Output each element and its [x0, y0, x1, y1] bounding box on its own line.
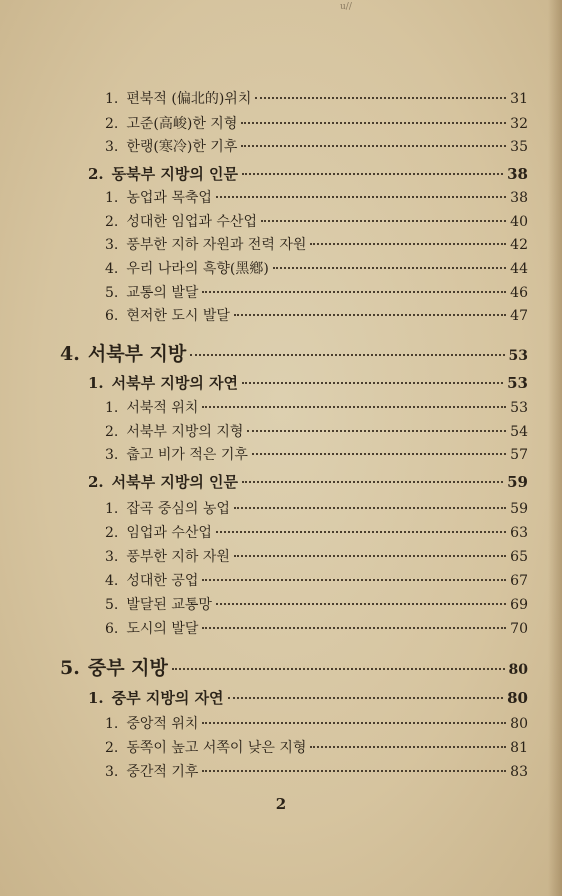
entry-page: 83	[510, 764, 528, 780]
toc-section[interactable]	[88, 372, 528, 393]
dot-leader	[216, 196, 506, 198]
toc-entry[interactable]	[105, 88, 528, 108]
dot-leader	[202, 579, 506, 581]
entry-number: 1.	[105, 190, 119, 206]
entry-page: 35	[510, 139, 528, 155]
entry-title: 우리 나라의 흑향(黑鄕)	[126, 261, 269, 277]
dot-leader	[202, 722, 506, 724]
entry-page: 59	[510, 501, 528, 517]
entry-number: 3.	[105, 139, 119, 155]
toc-entry[interactable]	[105, 187, 528, 207]
dot-leader	[202, 627, 506, 629]
dot-leader	[172, 668, 505, 670]
entry-title: 농업과 목축업	[126, 190, 212, 206]
section-page: 38	[507, 165, 528, 183]
toc-entry[interactable]	[105, 522, 528, 542]
toc-entry[interactable]	[105, 444, 528, 464]
toc-chapter[interactable]	[60, 653, 528, 680]
toc-entry[interactable]	[105, 282, 528, 302]
toc-entry[interactable]	[105, 713, 528, 733]
entry-number: 6.	[105, 308, 119, 324]
toc-entry[interactable]	[105, 594, 528, 614]
entry-page: 67	[510, 573, 528, 589]
entry-title: 중간적 기후	[126, 764, 199, 780]
entry-title: 성대한 공업	[126, 573, 199, 589]
entry-page: 32	[510, 116, 528, 132]
section-title: 서북부 지방의 자연	[111, 374, 239, 392]
section-number: 1.	[88, 689, 104, 707]
dot-leader	[216, 603, 506, 605]
entry-number: 1.	[105, 501, 119, 517]
dot-leader	[242, 173, 503, 175]
section-page: 59	[507, 473, 528, 491]
entry-number: 2.	[105, 424, 119, 440]
toc-entry[interactable]	[105, 618, 528, 638]
chapter-title: 중부 지방	[87, 657, 168, 679]
entry-number: 2.	[105, 740, 119, 756]
dot-leader	[228, 697, 504, 699]
dot-leader	[241, 122, 506, 124]
section-page: 53	[507, 374, 528, 392]
toc-entry[interactable]	[105, 737, 528, 757]
page-spine-shadow	[548, 0, 562, 896]
section-number: 1.	[88, 374, 104, 392]
entry-page: 42	[510, 237, 528, 253]
entry-page: 38	[510, 190, 528, 206]
entry-page: 47	[510, 308, 528, 324]
entry-page: 81	[510, 740, 528, 756]
entry-page: 63	[510, 525, 528, 541]
entry-page: 80	[510, 716, 528, 732]
dot-leader	[252, 453, 506, 455]
section-title: 서북부 지방의 인문	[111, 473, 239, 491]
entry-title: 도시의 발달	[126, 621, 199, 637]
dot-leader	[190, 354, 504, 356]
dot-leader	[216, 531, 506, 533]
entry-page: 70	[510, 621, 528, 637]
entry-title: 고준(高峻)한 지형	[126, 116, 238, 132]
entry-page: 54	[510, 424, 528, 440]
toc-entry[interactable]	[105, 570, 528, 590]
entry-page: 69	[510, 597, 528, 613]
entry-number: 4.	[105, 261, 119, 277]
entry-number: 2.	[105, 525, 119, 541]
page-number: 2	[275, 795, 287, 813]
toc-entry[interactable]	[105, 258, 528, 278]
chapter-page: 80	[508, 662, 528, 678]
dot-leader	[234, 507, 506, 509]
toc-entry[interactable]	[105, 421, 528, 441]
dot-leader	[273, 267, 506, 269]
entry-title: 서북적 위치	[126, 400, 199, 416]
section-page: 80	[507, 689, 528, 707]
entry-title: 풍부한 지하 자원과 전력 자원	[126, 237, 307, 253]
toc-entry[interactable]	[105, 234, 528, 254]
toc-entry[interactable]	[105, 113, 528, 133]
entry-title: 현저한 도시 발달	[126, 308, 230, 324]
dot-leader	[247, 430, 506, 432]
dot-leader	[202, 770, 506, 772]
entry-title: 편북적 (偏北的)위치	[126, 91, 252, 107]
entry-title: 임업과 수산업	[126, 525, 212, 541]
entry-number: 1.	[105, 91, 119, 107]
entry-number: 6.	[105, 621, 119, 637]
chapter-number: 5.	[60, 657, 80, 679]
toc-section[interactable]	[88, 163, 528, 184]
entry-page: 57	[510, 447, 528, 463]
entry-title: 동쪽이 높고 서쪽이 낮은 지형	[126, 740, 307, 756]
entry-title: 잡곡 중심의 농업	[126, 501, 230, 517]
entry-title: 춥고 비가 적은 기후	[126, 447, 248, 463]
chapter-number: 4.	[60, 343, 80, 365]
entry-page: 40	[510, 214, 528, 230]
entry-page: 53	[510, 400, 528, 416]
pencil-mark: u//	[340, 2, 352, 12]
toc-entry[interactable]	[105, 305, 528, 325]
dot-leader	[310, 746, 506, 748]
dot-leader	[242, 382, 503, 384]
dot-leader	[261, 220, 506, 222]
dot-leader	[202, 291, 506, 293]
entry-number: 5.	[105, 597, 119, 613]
dot-leader	[255, 97, 506, 99]
section-title: 동북부 지방의 인문	[111, 165, 239, 183]
entry-title: 성대한 임업과 수산업	[126, 214, 257, 230]
toc-entry[interactable]	[105, 136, 528, 156]
entry-title: 풍부한 지하 자원	[126, 549, 230, 565]
entry-number: 3.	[105, 237, 119, 253]
entry-title: 발달된 교통망	[126, 597, 212, 613]
toc-chapter[interactable]	[60, 339, 528, 366]
toc-entry[interactable]	[105, 761, 528, 781]
section-number: 2.	[88, 165, 104, 183]
toc-section[interactable]	[88, 687, 528, 708]
toc-entry[interactable]	[105, 211, 528, 231]
chapter-title: 서북부 지방	[87, 343, 187, 365]
entry-number: 5.	[105, 285, 119, 301]
entry-title: 중앙적 위치	[126, 716, 199, 732]
entry-page: 65	[510, 549, 528, 565]
dot-leader	[234, 314, 506, 316]
entry-title: 한랭(寒冷)한 기후	[126, 139, 238, 155]
toc-entry[interactable]	[105, 397, 528, 417]
toc-section[interactable]	[88, 471, 528, 492]
toc-entry[interactable]	[105, 546, 528, 566]
entry-title: 교통의 발달	[126, 285, 199, 301]
section-number: 2.	[88, 473, 104, 491]
entry-number: 1.	[105, 400, 119, 416]
entry-number: 3.	[105, 447, 119, 463]
toc-entry[interactable]	[105, 498, 528, 518]
dot-leader	[310, 243, 506, 245]
chapter-page: 53	[508, 348, 528, 364]
dot-leader	[202, 406, 506, 408]
entry-page: 46	[510, 285, 528, 301]
entry-number: 2.	[105, 214, 119, 230]
entry-number: 3.	[105, 764, 119, 780]
entry-number: 4.	[105, 573, 119, 589]
section-title: 중부 지방의 자연	[111, 689, 224, 707]
dot-leader	[241, 145, 506, 147]
entry-page: 31	[510, 91, 528, 107]
dot-leader	[242, 481, 503, 483]
dot-leader	[234, 555, 506, 557]
entry-title: 서북부 지방의 지형	[126, 424, 244, 440]
entry-page: 44	[510, 261, 528, 277]
entry-number: 1.	[105, 716, 119, 732]
entry-number: 2.	[105, 116, 119, 132]
entry-number: 3.	[105, 549, 119, 565]
